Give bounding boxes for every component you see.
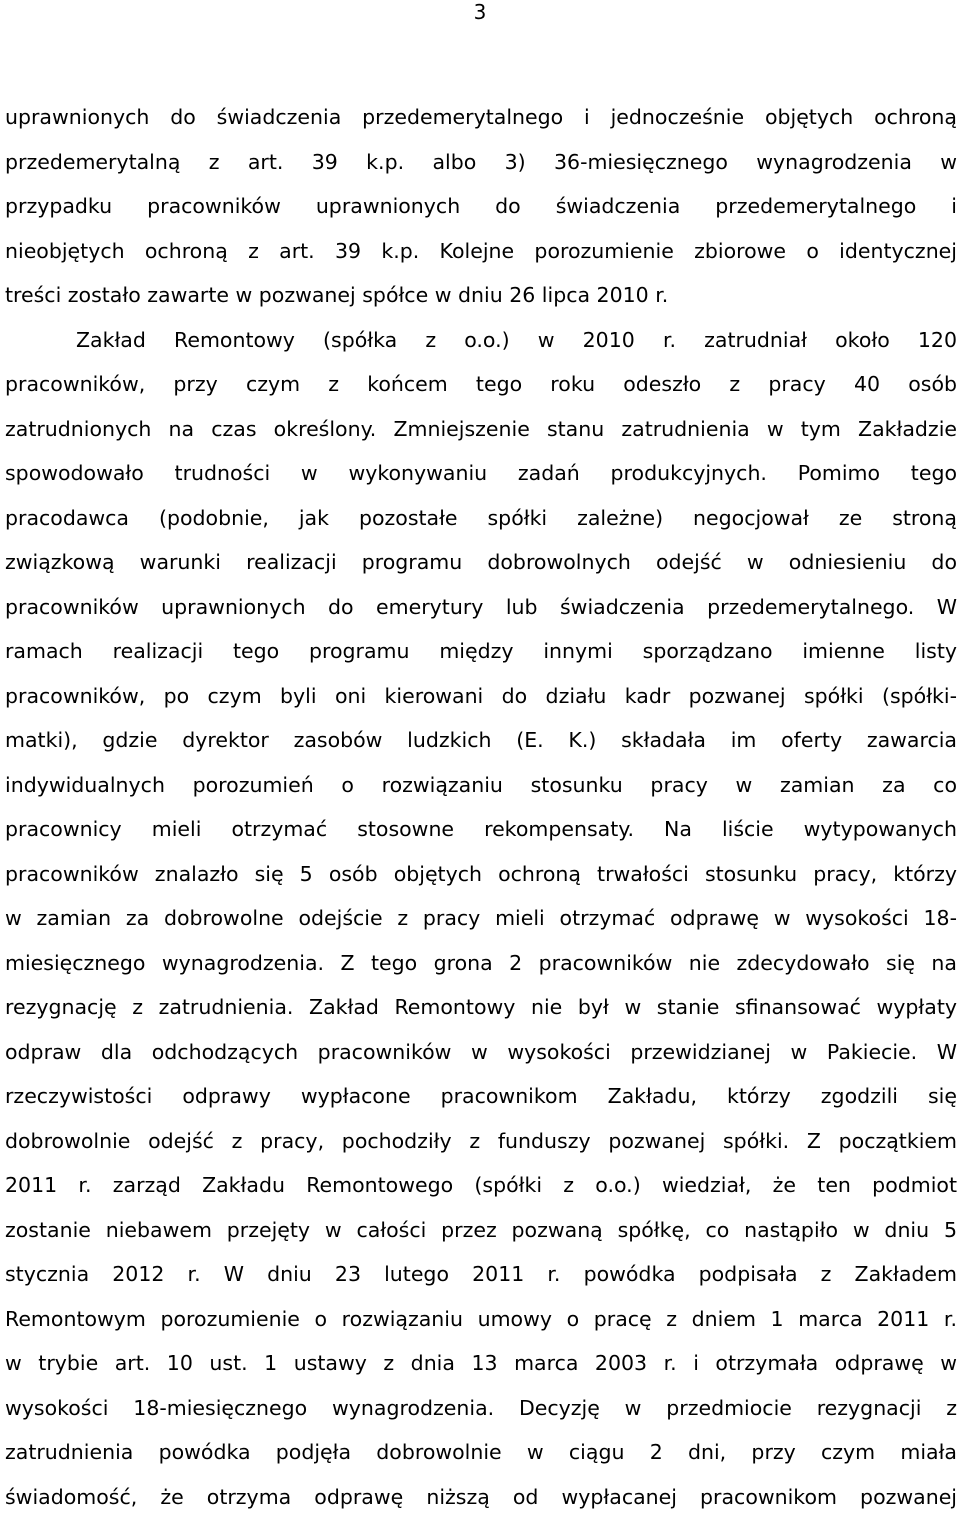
text-line: rzeczywistości odprawy wypłacone pracownikom Zakładu, którzy zgodzili się	[5, 1074, 957, 1119]
text-line: w trybie art. 10 ust. 1 ustawy z dnia 13 marca 2003 r. i otrzymała odprawę w	[5, 1341, 957, 1386]
text-line: dobrowolnie odejść z pracy, pochodziły z funduszy pozwanej spółki. Z początkiem	[5, 1119, 957, 1164]
text-line: indywidualnych porozumień o rozwiązaniu stosunku pracy w zamian za co	[5, 763, 957, 808]
text-line: pracodawca (podobnie, jak pozostałe spółki zależne) negocjował ze stroną	[5, 496, 957, 541]
text-line: wysokości 18-miesięcznego wynagrodzenia. Decyzję w przedmiocie rezygnacji z	[5, 1386, 957, 1431]
text-line: rezygnację z zatrudnienia. Zakład Remontowy nie był w stanie sfinansować wypłaty	[5, 985, 957, 1030]
text-line: pracowników uprawnionych do emerytury lub świadczenia przedemerytalnego. W	[5, 585, 957, 630]
text-line: pracowników znalazło się 5 osób objętych ochroną trwałości stosunku pracy, którzy	[5, 852, 957, 897]
text-line: miesięcznego wynagrodzenia. Z tego grona 2 pracowników nie zdecydowało się na	[5, 941, 957, 986]
text-line: zatrudnionych na czas określony. Zmniejszenie stanu zatrudnienia w tym Zakładzie	[5, 407, 957, 452]
text-line: treści zostało zawarte w pozwanej spółce w dniu 26 lipca 2010 r.	[5, 273, 957, 318]
text-line: 2011 r. zarząd Zakładu Remontowego (spółki z o.o.) wiedział, że ten podmiot	[5, 1163, 957, 1208]
document-body	[5, 95, 957, 1519]
text-line: Remontowym porozumienie o rozwiązaniu umowy o pracę z dniem 1 marca 2011 r.	[5, 1297, 957, 1342]
text-line: zatrudnienia powódka podjęła dobrowolnie w ciągu 2 dni, przy czym miała	[5, 1430, 957, 1475]
text-line: Zakład Remontowy (spółka z o.o.) w 2010 r. zatrudniał około 120	[5, 318, 957, 363]
text-line: zostanie niebawem przejęty w całości przez pozwaną spółkę, co nastąpiło w dniu 5	[5, 1208, 957, 1253]
text-line: pracownicy mieli otrzymać stosowne rekompensaty. Na liście wytypowanych	[5, 807, 957, 852]
text-line: przypadku pracowników uprawnionych do świadczenia przedemerytalnego i	[5, 184, 957, 229]
text-line: stycznia 2012 r. W dniu 23 lutego 2011 r. powódka podpisała z Zakładem	[5, 1252, 957, 1297]
text-line: spowodowało trudności w wykonywaniu zadań produkcyjnych. Pomimo tego	[5, 451, 957, 496]
text-line: świadomość, że otrzyma odprawę niższą od wypłacanej pracownikom pozwanej	[5, 1475, 957, 1519]
text-line: pracowników, przy czym z końcem tego roku odeszło z pracy 40 osób	[5, 362, 957, 407]
text-line: pracowników, po czym byli oni kierowani do działu kadr pozwanej spółki (spółki-	[5, 674, 957, 719]
page-number: 3	[0, 0, 960, 24]
text-line: w zamian za dobrowolne odejście z pracy mieli otrzymać odprawę w wysokości 18-	[5, 896, 957, 941]
text-line: matki), gdzie dyrektor zasobów ludzkich (E. K.) składała im oferty zawarcia	[5, 718, 957, 763]
text-line: związkową warunki realizacji programu dobrowolnych odejść w odniesieniu do	[5, 540, 957, 585]
text-line: przedemerytalną z art. 39 k.p. albo 3) 36-miesięcznego wynagrodzenia w	[5, 140, 957, 185]
text-line: nieobjętych ochroną z art. 39 k.p. Kolejne porozumienie zbiorowe o identycznej	[5, 229, 957, 274]
text-line: uprawnionych do świadczenia przedemerytalnego i jednocześnie objętych ochroną	[5, 95, 957, 140]
text-line: odpraw dla odchodzących pracowników w wysokości przewidzianej w Pakiecie. W	[5, 1030, 957, 1075]
text-line: ramach realizacji tego programu między innymi sporządzano imienne listy	[5, 629, 957, 674]
